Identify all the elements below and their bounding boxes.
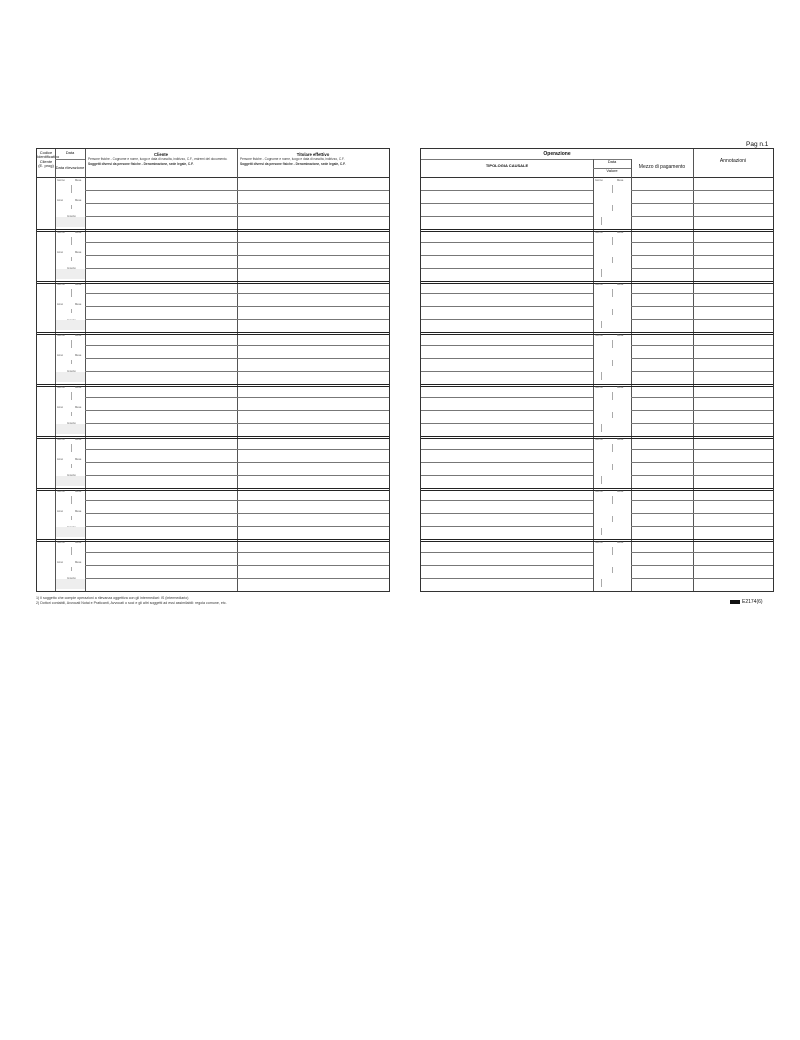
rule-line [85,216,389,217]
rule-line [631,306,773,307]
rule-line [421,319,593,320]
rule-line [85,268,389,269]
rule-line [37,332,389,333]
rule-line [421,281,773,282]
rule-line [631,500,773,501]
rule-line [631,462,773,463]
right-record-block[interactable] [421,488,773,540]
date-field[interactable] [57,389,85,403]
rule-line [631,216,773,217]
right-record-block[interactable] [421,229,773,281]
left-record-block[interactable] [37,539,389,591]
rule-line [85,423,389,424]
titolare-header: Titolare effettivo Persone fisiche - Cognome e nome, luogo e data di nascita, indirizzo, C.F. Soggetti diversi da persone fisiche - Denominazione, sede legale, C.F. [240,152,346,166]
rule-line [85,526,389,527]
date-field[interactable] [597,357,627,369]
rule-line [631,371,773,372]
rule-line [631,410,773,411]
date-subfield-label: Mese [75,437,82,441]
date-subfield-label: Giorno [57,489,65,493]
rule-line [631,358,773,359]
rule-line [421,190,593,191]
date-field[interactable] [57,254,85,264]
codice-header: Codice Identificativo Cliente (E. prog) [37,150,60,169]
rule-line [631,526,773,527]
date-subfield-label: Mese [75,199,82,202]
rule-line [631,242,773,243]
rule-line [421,565,593,566]
rule-line [37,281,389,282]
rule-line [85,410,389,411]
date-subfield-label: Giorno [57,334,65,338]
rule-line [37,231,389,232]
right-record-block[interactable] [421,281,773,333]
date-field[interactable] [57,513,85,523]
date-subfield-label: Mese [617,282,624,286]
operazione-header: Operazione [543,151,571,157]
right-record-block[interactable] [421,539,773,591]
rule-line [631,190,773,191]
date-field[interactable] [597,389,627,403]
date-field[interactable] [57,441,85,455]
shaded-cell [56,269,85,279]
form-code-text: E2174(6) [742,599,763,605]
rule-line [631,552,773,553]
date-field[interactable] [57,306,85,316]
rule-line [421,293,593,294]
rule-line [421,552,593,553]
date-subfield-label: Giorno [57,437,65,441]
date-field[interactable] [597,493,627,507]
rule-line [421,255,593,256]
rule-line [37,438,389,439]
rule-line [631,345,773,346]
date-field[interactable] [597,234,627,248]
rule-line [37,384,389,385]
left-header [37,149,389,178]
data-rilevazione-header: Data rilevazione [55,165,85,170]
left-record-block[interactable] [37,229,389,281]
date-subfield-label: Mese [75,354,82,358]
right-header [421,149,773,178]
date-subfield-label: Giorno [595,489,603,493]
page-number: Pag n.1 [746,141,769,148]
date-field[interactable] [597,409,627,421]
rule-line [631,293,773,294]
rule-line [421,462,593,463]
rule-line [85,242,389,243]
rule-line [421,358,593,359]
shaded-cell [56,217,85,227]
rule-line [631,319,773,320]
rule-line [85,397,389,398]
shaded-cell [56,579,85,589]
rule-line [421,423,593,424]
date-subfield-label: Anno [57,561,64,565]
shaded-cell [56,527,85,537]
shaded-cell [56,320,85,330]
date-subfield-label: Giorno [57,230,65,234]
shaded-cell [56,372,85,382]
rule-line [85,371,389,372]
rule-line [85,319,389,320]
rule-line [631,449,773,450]
data-header: Data [65,150,75,155]
rule-line [421,384,773,385]
rule-line [421,229,773,230]
form-code [730,599,763,605]
date-subfield-label: Mese [75,541,82,545]
rule-line [85,462,389,463]
date-subfield-label: Giorno [595,386,603,389]
valore-header: Valore [606,168,618,173]
rule-line [631,397,773,398]
rule-line [85,552,389,553]
date-field[interactable] [57,409,85,419]
footnote-1: 1) Il soggetto che compie operazioni a rilevanza oggettiva con gli intermediari: IS (intermediario) [36,596,189,600]
date-subfield-label: Giorno [57,541,65,545]
date-subfield-label: Mese [75,334,82,338]
date-subfield-label: Mese [617,386,624,389]
right-record-block[interactable] [421,177,773,229]
right-record-block[interactable] [421,332,773,384]
date-subfield-label: Giorno [57,282,65,286]
data-op-header: Data [607,159,617,164]
date-subfield-label: Mese [75,250,82,254]
date-subfield-label: Giorno [57,179,65,182]
rule-line [421,488,773,489]
rule-line [37,283,389,284]
right-record-block[interactable] [421,436,773,488]
date-subfield-label: Mese [617,437,624,441]
date-subfield-label: Mese [75,406,82,409]
rule-line [631,475,773,476]
rule-line [37,490,389,491]
date-field[interactable] [57,357,85,367]
rule-line [421,397,593,398]
rule-line [631,578,773,579]
date-subfield-label: Giorno [595,230,603,234]
date-subfield-label: Mese [75,561,82,565]
rule-line [85,578,389,579]
cliente-header: Cliente Persone fisiche - Cognome e nome, luogo e data di nascita, indirizzo, C.F., estremi del documento. Soggetti diversi da persone fisiche - Denominazione, sede legale, C.F. [88,152,228,166]
date-subfield-label: Anno [57,302,64,306]
rule-line [421,578,593,579]
date-subfield-label: Anno [57,457,64,461]
left-form [36,148,390,592]
date-subfield-label: Mese [617,179,624,182]
left-records [37,177,389,591]
date-subfield-label: Anno [57,354,64,358]
rule-line [631,565,773,566]
rule-line [421,242,593,243]
date-subfield-label: Giorno [595,437,603,441]
date-field[interactable] [597,182,627,196]
right-form [420,148,774,592]
date-field[interactable] [597,337,627,351]
rule-line [421,526,593,527]
rule-line [85,293,389,294]
date-subfield-label: Giorno [595,334,603,338]
rule-line [631,513,773,514]
date-subfield-label: Mese [617,489,624,493]
right-records [421,177,773,591]
date-subfield-label: Mese [75,489,82,493]
rule-line [85,255,389,256]
rule-line [421,475,593,476]
left-record-block[interactable] [37,436,389,488]
rule-line [421,203,593,204]
rule-line [85,565,389,566]
rule-line [421,345,593,346]
shaded-cell [56,476,85,486]
date-field[interactable] [597,286,627,300]
date-field[interactable] [57,286,85,300]
date-field[interactable] [57,544,85,558]
date-subfield-label: Mese [75,302,82,306]
rule-line [85,203,389,204]
left-record-block[interactable] [37,488,389,540]
rule-line [37,229,389,230]
date-subfield-label: Mese [75,509,82,513]
date-subfield-label: Anno [57,406,64,409]
left-record-block[interactable] [37,332,389,384]
date-field[interactable] [57,493,85,507]
date-subfield-label: Mese [75,282,82,286]
left-record-block[interactable] [37,384,389,436]
mezzo-header: Mezzo di pagamento [638,164,686,170]
date-field[interactable] [57,564,85,574]
shaded-cell [56,424,85,434]
date-subfield-label: Anno [57,509,64,513]
publisher-logo-icon [730,600,740,604]
rule-line [85,513,389,514]
date-subfield-label: Mese [617,541,624,545]
date-field[interactable] [597,544,627,558]
date-subfield-label: Giorno [57,386,65,389]
rule-line [37,539,389,540]
rule-line [85,449,389,450]
date-field[interactable] [597,306,627,318]
rule-line [85,358,389,359]
rule-line [85,345,389,346]
rule-line [421,500,593,501]
rule-line [631,203,773,204]
date-subfield-label: Mese [75,457,82,461]
rule-line [85,500,389,501]
rule-line [421,449,593,450]
rule-line [631,268,773,269]
date-field[interactable] [57,461,85,471]
rule-line [37,436,389,437]
rule-line [37,386,389,387]
rule-line [421,306,593,307]
rule-line [631,255,773,256]
date-field[interactable] [597,564,627,576]
date-field[interactable] [57,337,85,351]
rule-line [421,371,593,372]
date-field[interactable] [57,234,85,248]
left-record-block[interactable] [37,177,389,229]
date-subfield-label: Giorno [595,282,603,286]
rule-line [421,513,593,514]
date-subfield-label: Anno [57,199,64,202]
rule-line [85,190,389,191]
date-field[interactable] [597,513,627,525]
rule-line [631,423,773,424]
rule-line [421,410,593,411]
date-field[interactable] [57,182,85,196]
rule-line [421,436,773,437]
rule-line [85,475,389,476]
date-subfield-label: Giorno [595,541,603,545]
date-field[interactable] [597,202,627,214]
date-subfield-label: Mese [75,230,82,234]
left-record-block[interactable] [37,281,389,333]
rule-line [421,268,593,269]
rule-line [85,306,389,307]
annotazioni-header: Annotazioni [719,158,747,164]
right-record-block[interactable] [421,384,773,436]
date-subfield-label: Mese [75,179,82,182]
date-subfield-label: Mese [75,386,82,389]
date-subfield-label: Giorno [595,179,603,182]
rule-line [37,488,389,489]
date-subfield-label: Anno [57,250,64,254]
rule-line [421,216,593,217]
date-subfield-label: Mese [617,230,624,234]
date-field[interactable] [597,461,627,473]
date-field[interactable] [597,441,627,455]
date-subfield-label: Mese [617,334,624,338]
tipologia-header: TIPOLOGIA CAUSALE [485,163,529,168]
footnote-2: 2) Dottori contabili, Avvocati Notai e Praticanti, Avvocati o soci e gli altri soggetti ad essi assimilabili: regola comune, etc. [36,601,227,605]
date-field[interactable] [57,202,85,212]
date-field[interactable] [597,254,627,266]
